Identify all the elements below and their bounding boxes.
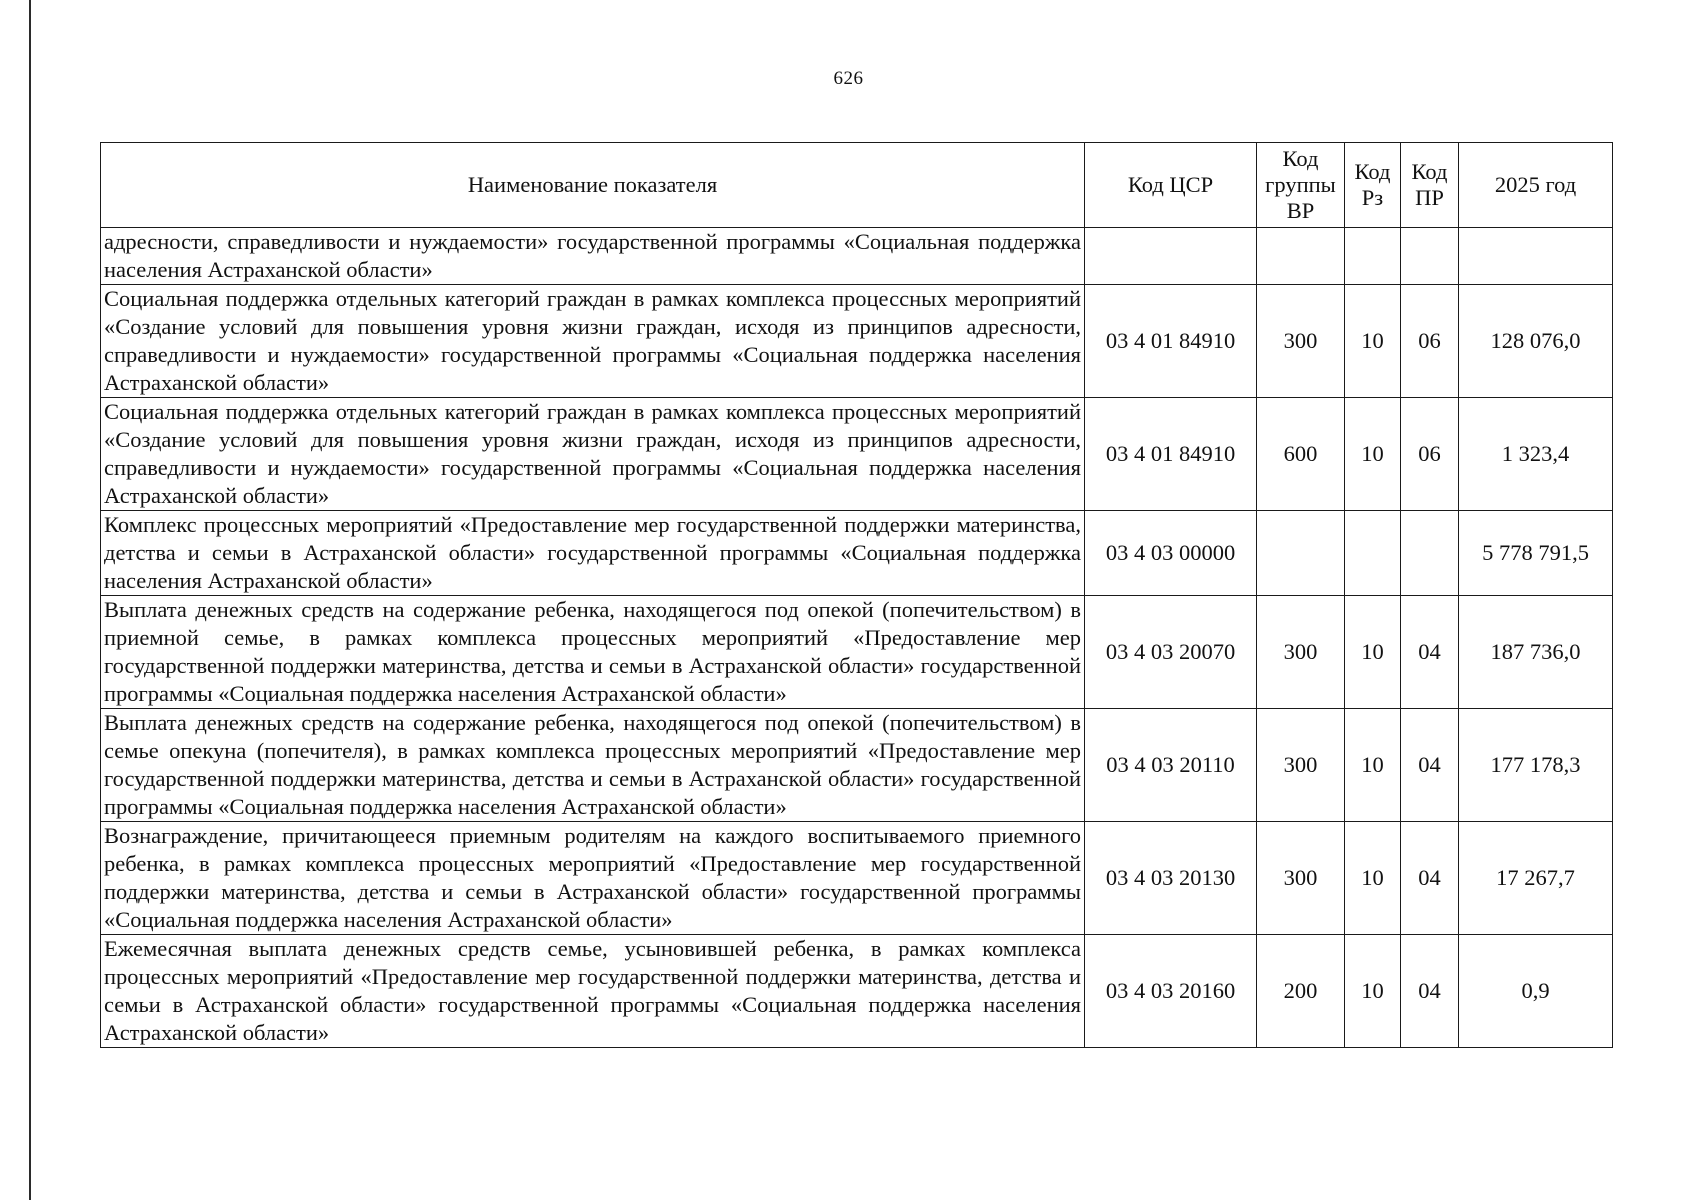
row-name: адресности, справедливости и нуждаемости» государственной программы «Социальная поддержка населения Астраханской области»	[101, 228, 1085, 285]
row-vr-code: 600	[1257, 398, 1345, 511]
row-name: Социальная поддержка отдельных категорий граждан в рамках комплекса процессных мероприятий «Создание условий для повышения уровня жизни граждан, исходя из принципов адресности, справедливости и нуждаемости» государственной программы «Социальная поддержка населения Астраханской области»	[101, 398, 1085, 511]
row-rz-code: 10	[1345, 285, 1401, 398]
row-vr-code	[1257, 228, 1345, 285]
table-header-row	[101, 143, 1613, 228]
table-row	[101, 822, 1613, 935]
row-pr-code: 04	[1401, 596, 1459, 709]
row-pr-code: 04	[1401, 935, 1459, 1048]
row-pr-code: 06	[1401, 285, 1459, 398]
row-rz-code: 10	[1345, 822, 1401, 935]
row-rz-code	[1345, 228, 1401, 285]
binding-edge-line	[29, 0, 31, 1200]
row-rz-code: 10	[1345, 596, 1401, 709]
header-pr-code: Код ПР	[1401, 143, 1459, 228]
row-rz-code	[1345, 511, 1401, 596]
row-csr-code: 03 4 03 20070	[1085, 596, 1257, 709]
row-amount: 5 778 791,5	[1459, 511, 1613, 596]
row-csr-code	[1085, 228, 1257, 285]
row-csr-code: 03 4 03 20110	[1085, 709, 1257, 822]
row-vr-code: 300	[1257, 822, 1345, 935]
row-amount: 128 076,0	[1459, 285, 1613, 398]
row-pr-code	[1401, 228, 1459, 285]
row-vr-code	[1257, 511, 1345, 596]
row-name: Вознаграждение, причитающееся приемным родителям на каждого воспитываемого приемного ребенка, в рамках комплекса процессных мероприятий «Предоставление мер государственной поддержки материнства, детства и семьи в Астраханской области» государственной программы «Социальная поддержка населения Астраханской области»	[101, 822, 1085, 935]
row-name: Выплата денежных средств на содержание ребенка, находящегося под опекой (попечительством) в приемной семье, в рамках комплекса процессных мероприятий «Предоставление мер государственной поддержки материнства, детства и семьи в Астраханской области» государственной программы «Социальная поддержка населения Астраханской области»	[101, 596, 1085, 709]
row-csr-code: 03 4 03 20130	[1085, 822, 1257, 935]
table-row	[101, 228, 1613, 285]
row-pr-code: 06	[1401, 398, 1459, 511]
row-vr-code: 300	[1257, 709, 1345, 822]
row-rz-code: 10	[1345, 398, 1401, 511]
header-year-2025: 2025 год	[1459, 143, 1613, 228]
row-pr-code: 04	[1401, 822, 1459, 935]
row-name: Выплата денежных средств на содержание ребенка, находящегося под опекой (попечительством) в семье опекуна (попечителя), в рамках комплекса процессных мероприятий «Предоставление мер государственной поддержки материнства, детства и семьи в Астраханской области» государственной программы «Социальная поддержка населения Астраханской области»	[101, 709, 1085, 822]
header-rz-code: Код Рз	[1345, 143, 1401, 228]
budget-table	[100, 142, 1613, 1048]
row-amount	[1459, 228, 1613, 285]
row-vr-code: 300	[1257, 285, 1345, 398]
row-csr-code: 03 4 01 84910	[1085, 398, 1257, 511]
header-name: Наименование показателя	[101, 143, 1085, 228]
row-name: Социальная поддержка отдельных категорий граждан в рамках комплекса процессных мероприятий «Создание условий для повышения уровня жизни граждан, исходя из принципов адресности, справедливости и нуждаемости» государственной программы «Социальная поддержка населения Астраханской области»	[101, 285, 1085, 398]
header-csr-code: Код ЦСР	[1085, 143, 1257, 228]
row-csr-code: 03 4 03 00000	[1085, 511, 1257, 596]
row-amount: 1 323,4	[1459, 398, 1613, 511]
row-amount: 17 267,7	[1459, 822, 1613, 935]
header-vr-group-code: Код группы ВР	[1257, 143, 1345, 228]
row-csr-code: 03 4 01 84910	[1085, 285, 1257, 398]
row-vr-code: 200	[1257, 935, 1345, 1048]
table-row	[101, 511, 1613, 596]
row-pr-code	[1401, 511, 1459, 596]
row-vr-code: 300	[1257, 596, 1345, 709]
table-row	[101, 398, 1613, 511]
row-rz-code: 10	[1345, 709, 1401, 822]
page-number: 626	[833, 68, 864, 89]
table-row	[101, 935, 1613, 1048]
row-name: Комплекс процессных мероприятий «Предоставление мер государственной поддержки материнства, детства и семьи в Астраханской области» государственной программы «Социальная поддержка населения Астраханской области»	[101, 511, 1085, 596]
row-name: Ежемесячная выплата денежных средств семье, усыновившей ребенка, в рамках комплекса процессных мероприятий «Предоставление мер государственной поддержки материнства, детства и семьи в Астраханской области» государственной программы «Социальная поддержка населения Астраханской области»	[101, 935, 1085, 1048]
row-amount: 0,9	[1459, 935, 1613, 1048]
row-amount: 187 736,0	[1459, 596, 1613, 709]
row-pr-code: 04	[1401, 709, 1459, 822]
table-row	[101, 285, 1613, 398]
table-row	[101, 709, 1613, 822]
row-rz-code: 10	[1345, 935, 1401, 1048]
table-row	[101, 596, 1613, 709]
row-csr-code: 03 4 03 20160	[1085, 935, 1257, 1048]
row-amount: 177 178,3	[1459, 709, 1613, 822]
